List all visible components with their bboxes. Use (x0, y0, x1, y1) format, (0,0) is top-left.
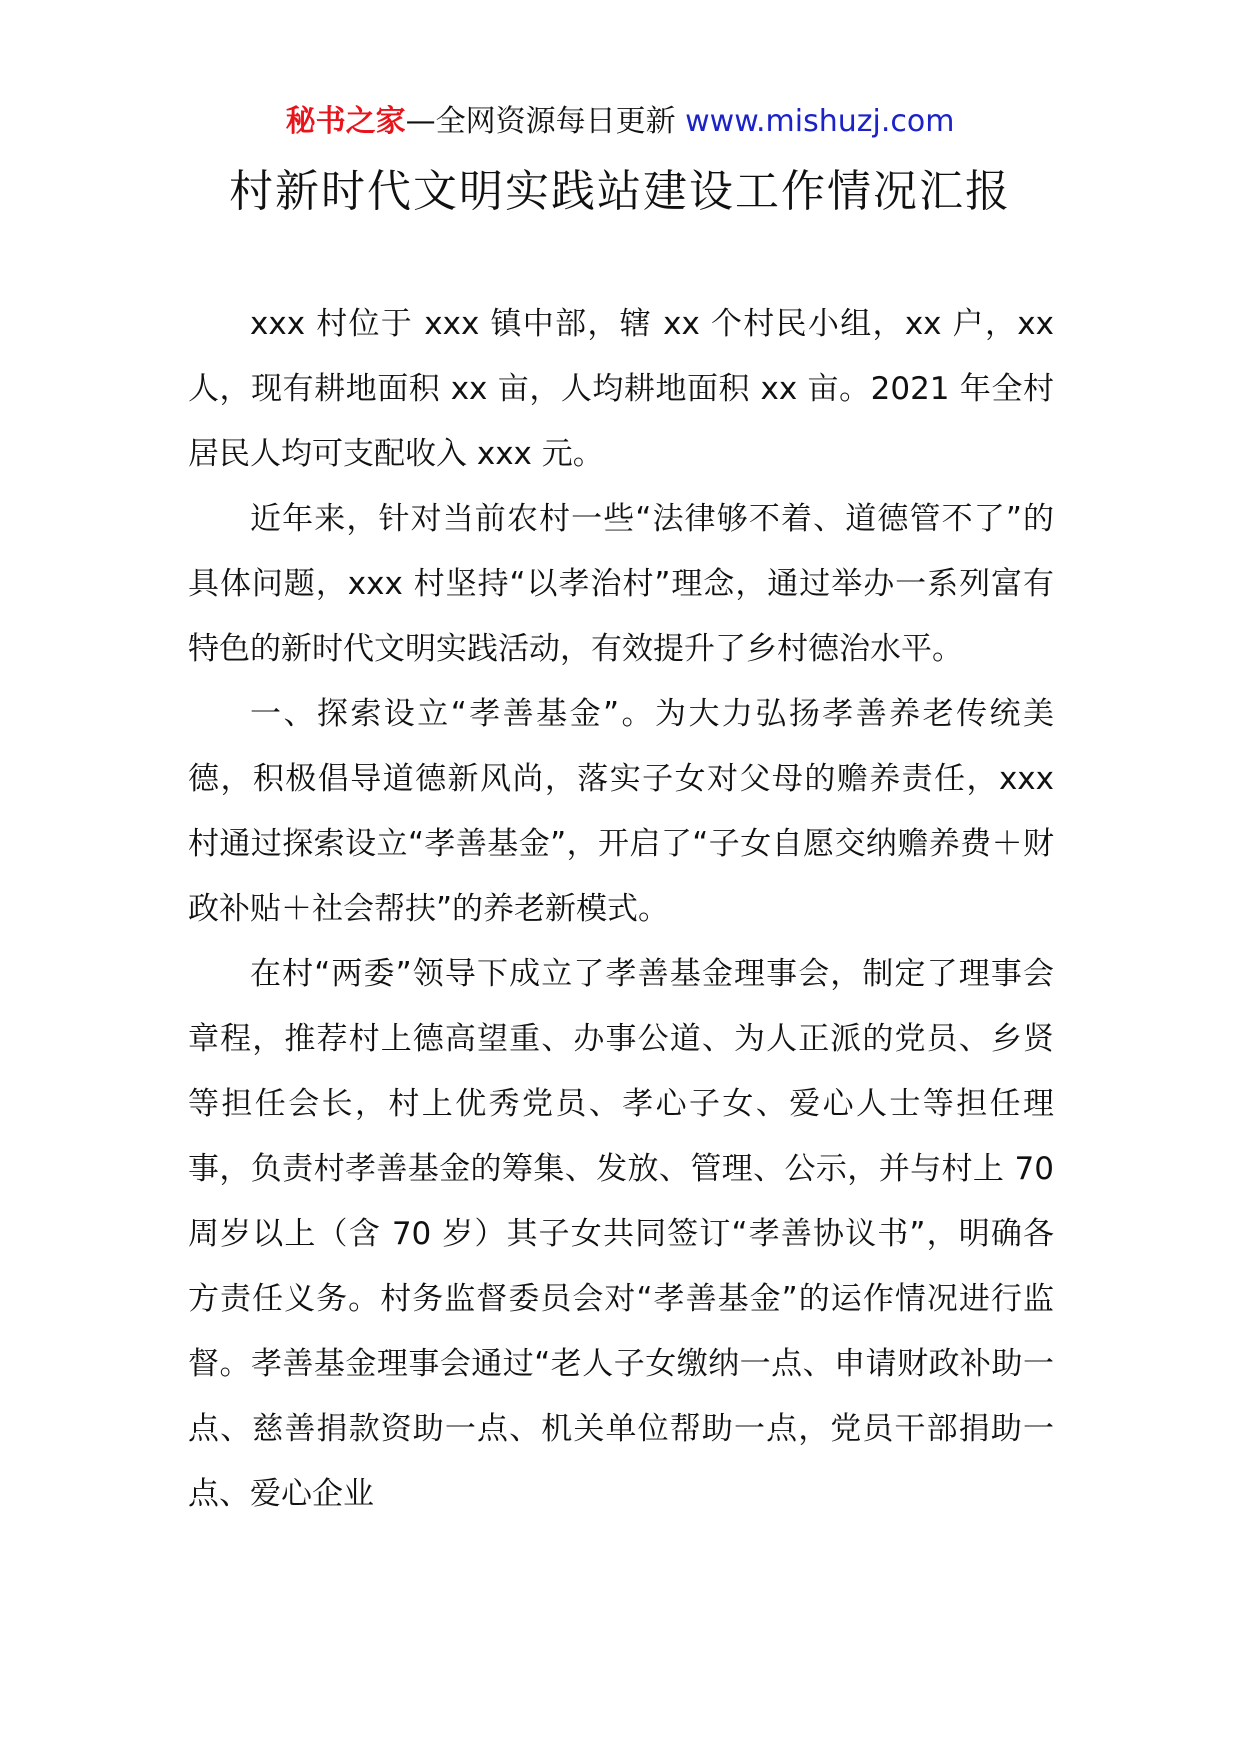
paragraph-introduction: 近年来，针对当前农村一些“法律够不着、道德管不了”的具体问题，xxx 村坚持“以孝治村”理念，通过举办一系列富有特色的新时代文明实践活动，有效提升了乡村德治水平。 (188, 501, 1054, 667)
banner-slogan: —全网资源每日更新 (405, 104, 686, 139)
document-title: 村新时代文明实践站建设工作情况汇报 (229, 166, 1011, 217)
document-body (188, 292, 1054, 1527)
site-banner (0, 100, 1240, 144)
paragraph-fund-council: 在村“两委”领导下成立了孝善基金理事会，制定了理事会章程，推荐村上德高望重、办事公道、为人正派的党员、乡贤等担任会长，村上优秀党员、孝心子女、爱心人士等担任理事，负责村孝善基金的筹集、发放、管理、公示，并与村上 70 周岁以上（含 70 岁）其子女共同签订“孝善协议书”，明确各方责任义务。村务监督委员会对“孝善基金”的运作情况进行监督。孝善基金理事会通过“老人子女缴纳一点、申请财政补助一点、慈善捐款资助一点、机关单位帮助一点，党员干部捐助一点、爱心企业 (188, 956, 1054, 1512)
paragraph-village-overview: xxx 村位于 xxx 镇中部，辖 xx 个村民小组，xx 户，xx 人，现有耕地面积 xx 亩，人均耕地面积 xx 亩。2021 年全村居民人均可支配收入 xxx 元。 (188, 306, 1054, 472)
brand-name: 秘书之家 (285, 104, 406, 139)
site-url-link[interactable]: www.mishuzj.com (685, 104, 955, 139)
paragraph-section-one: 一、探索设立“孝善基金”。为大力弘扬孝善养老传统美德，积极倡导道德新风尚，落实子女对父母的赡养责任，xxx 村通过探索设立“孝善基金”，开启了“子女自愿交纳赡养费＋财政补贴＋社会帮扶”的养老新模式。 (188, 696, 1054, 927)
